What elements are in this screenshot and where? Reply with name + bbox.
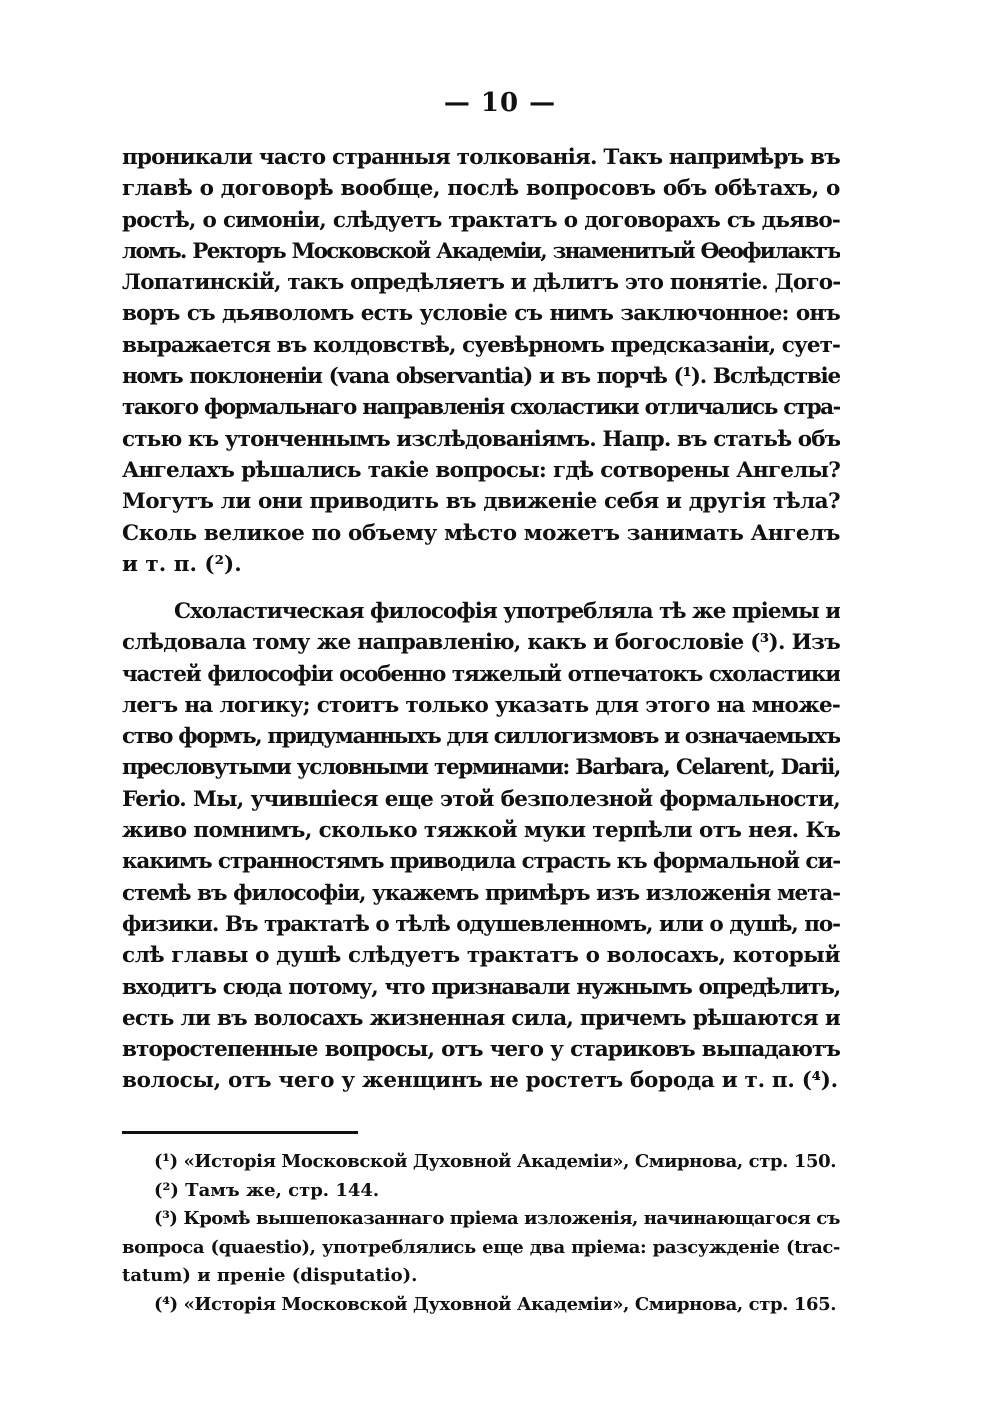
- text-line: есть ли въ волосахъ жизненная сила, причемъ рѣшаются и: [122, 1005, 840, 1031]
- text-line: воръ съ дьяволомъ есть условіе съ нимъ заключонное: онъ: [122, 301, 840, 327]
- text-line: ростѣ, о симоніи, слѣдуетъ трактатъ о договорахъ съ дьяво-: [122, 207, 840, 233]
- text-line: Могутъ ли они приводить въ движеніе себя и другія тѣла?: [122, 489, 840, 515]
- text-line: частей философіи особенно тяжелый отпечатокъ схоластики: [122, 661, 840, 687]
- text-line: стью къ утонченнымъ изслѣдованіямъ. Напр. въ статьѣ объ: [122, 426, 840, 452]
- paragraph-1: [122, 142, 840, 580]
- text-line: Ferio. Мы, учившіеся еще этой безполезной формальности,: [122, 786, 840, 812]
- text-line: какимъ странностямъ приводила страсть къ формальной си-: [122, 849, 840, 875]
- text-line: Сколь великое по объему мѣсто можетъ занимать Ангелъ: [122, 520, 840, 546]
- footnote-1: (¹) «Исторія Московской Духовной Академіи», Смирнова, стр. 150.: [154, 1151, 837, 1172]
- text-line: слѣдовала тому же направленію, какъ и богословіе (³). Изъ: [122, 630, 840, 656]
- text-line: и т. п. (²).: [122, 551, 242, 577]
- text-line: физики. Въ трактатѣ о тѣлѣ одушевленномъ, или о душѣ, по-: [122, 911, 840, 937]
- footnote-2: (²) Тамъ же, стр. 144.: [154, 1179, 380, 1201]
- text-line: номъ поклоненіи (vana observantia) и въ порчѣ (¹). Вслѣдствіе: [122, 364, 840, 390]
- text-line: стемѣ въ философіи, укажемъ примѣръ изъ изложенія мета-: [122, 880, 840, 906]
- text-line: такого формальнаго направленія схоластики отличались стра-: [122, 395, 840, 421]
- text-line: Лопатинскій, такъ опредѣляетъ и дѣлитъ это понятіе. Дого-: [122, 270, 840, 296]
- footnote-divider: [122, 1131, 358, 1134]
- footnote-3-line: вопроса (quaestio), употреблялись еще два пріема: разсужденіе (trac-: [122, 1236, 840, 1258]
- text-line: проникали часто странныя толкованія. Такъ напримѣръ въ: [122, 145, 840, 170]
- text-line: легъ на логику; стоитъ только указать для этого на множе-: [122, 692, 840, 718]
- text-line: пресловутыми условными терминами: Barbara, Celarent, Darii,: [122, 755, 840, 781]
- text-line: живо помнимъ, сколько тяжкой муки терпѣли отъ нея. Къ: [122, 818, 840, 844]
- text-line: ломъ. Ректоръ Московской Академіи, знаменитый Ѳеофилактъ: [122, 238, 840, 264]
- text-line: волосы, отъ чего у женщинъ не ростетъ борода и т. п. (⁴).: [122, 1068, 838, 1094]
- page-number: — 10 —: [443, 88, 557, 118]
- text-line: входитъ сюда потому, что признавали нужнымъ опредѣлить,: [122, 974, 840, 1000]
- text-line: выражается въ колдовствѣ, суевѣрномъ предсказаніи, сует-: [122, 332, 840, 358]
- text-line: второстепенные вопросы, отъ чего у стариковъ выпадаютъ: [122, 1037, 840, 1063]
- footnote-3-line: (³) Кромѣ вышепоказаннаго пріема изложенія, начинающагося съ: [154, 1208, 840, 1229]
- text-line: ство формъ, придуманныхъ для силлогизмовъ и означаемыхъ: [122, 724, 840, 750]
- text-line: Ангелахъ рѣшались такіе вопросы: гдѣ сотворены Ангелы?: [122, 457, 840, 483]
- footnote-3-line: tatum) и преніе (disputatio).: [122, 1265, 418, 1286]
- footnotes: [122, 1148, 840, 1319]
- footnote-4: (⁴) «Исторія Московской Духовной Академіи», Смирнова, стр. 165.: [154, 1293, 837, 1315]
- text-line: главѣ о договорѣ вообще, послѣ вопросовъ объ обѣтахъ, о: [122, 176, 840, 202]
- paragraph-2: [122, 596, 840, 1097]
- text-line: слѣ главы о душѣ слѣдуетъ трактатъ о волосахъ, который: [122, 943, 840, 969]
- text-line: Схоластическая философія употребляла тѣ же пріемы и: [174, 599, 840, 624]
